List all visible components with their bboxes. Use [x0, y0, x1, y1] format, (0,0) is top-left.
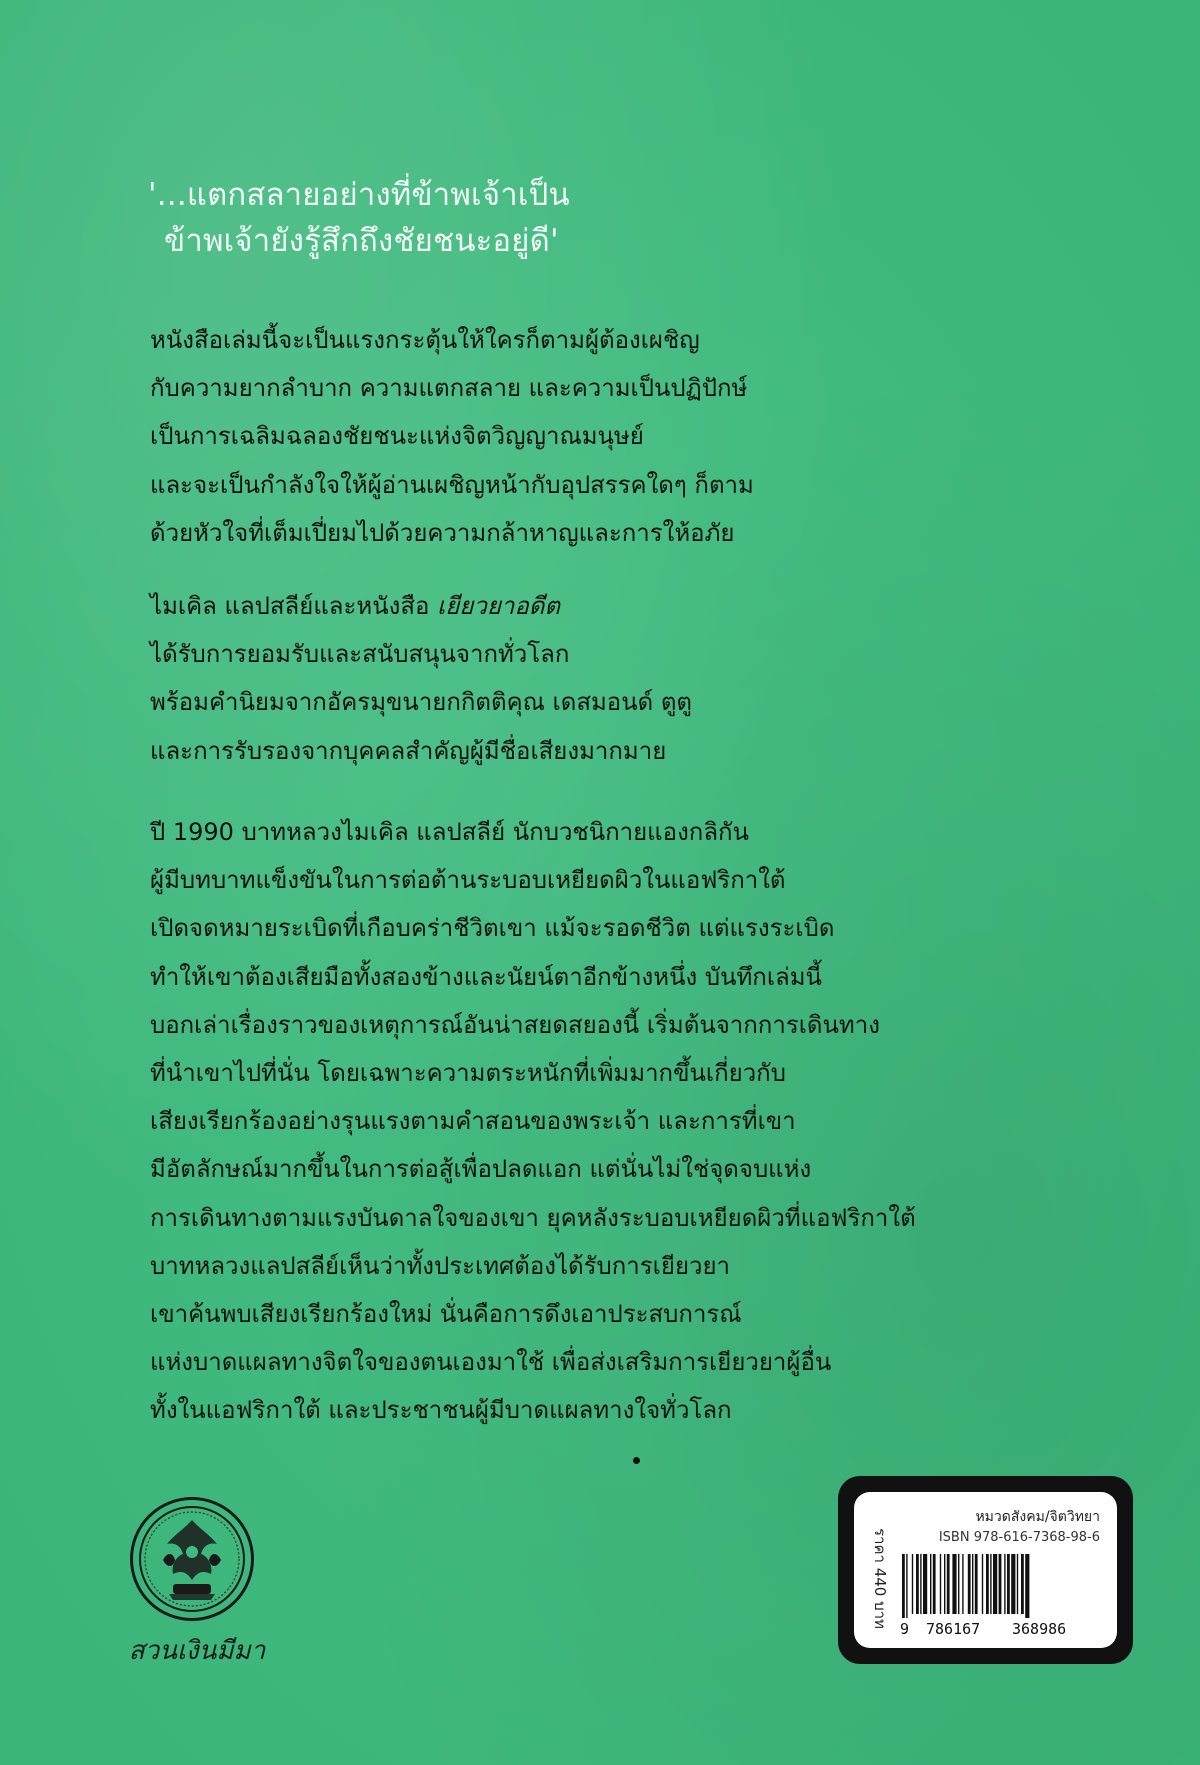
barcode-bar: [962, 1554, 963, 1614]
quote-line-1: '...แตกสลายอย่างที่ข้าพเจ้าเป็น: [148, 177, 570, 213]
paragraph-line: แห่งบาดแผลทางจิตใจของตนเองมาใช้ เพื่อส่งเสริมการเยียวยาผู้อื่น: [150, 1348, 832, 1377]
barcode-bar: [923, 1554, 927, 1614]
barcode-bars: [900, 1554, 1100, 1618]
paragraph-line: และจะเป็นกำลังใจให้ผู้อ่านเผชิญหน้ากับอุปสรรคใดๆ ก็ตาม: [150, 470, 754, 499]
paragraph-line: ทำให้เขาต้องเสียมือทั้งสองข้างและนัยน์ตาอีกข้างหนึ่ง บันทึกเล่มนี้: [150, 962, 822, 991]
barcode-bar: [1021, 1554, 1024, 1614]
barcode-bar: [906, 1554, 907, 1618]
paragraph-line: มีอัตลักษณ์มากขึ้นในการต่อสู้เพื่อปลดแอก แต่นั่นไม่ใช่จุดจบแห่ง: [150, 1155, 812, 1184]
barcode-bar: [916, 1554, 919, 1614]
paragraph-line: หนังสือเล่มนี้จะเป็นแรงกระตุ้นให้ใครก็ตามผู้ต้องเผชิญ: [150, 326, 700, 354]
barcode-bar: [990, 1554, 991, 1614]
book-title: เยียวยาอดีต: [437, 592, 560, 620]
separator-dot: [633, 1457, 640, 1464]
book-category: หมวดสังคม/จิตวิทยา: [975, 1509, 1100, 1525]
barcode-bar: [947, 1554, 950, 1614]
barcode-bar: [1011, 1554, 1015, 1614]
price-label: ราคา 440 บาท: [871, 1527, 889, 1629]
barcode-bar: [958, 1554, 959, 1614]
paragraph-line: [150, 582, 1070, 630]
barcode-digit-first: 9: [900, 1620, 910, 1638]
paragraph-line: ที่นำเขาไปที่นั่น โดยเฉพาะความตระหนักที่เพิ่มมากขึ้นเกี่ยวกับ: [150, 1059, 786, 1088]
paragraph-line: พร้อมคำนิยมจากอัครมุขนายกกิตติคุณ เดสมอนด์ ตูตู: [150, 688, 693, 717]
paragraph-line: เป็นการเฉลิมฉลองชัยชนะแห่งจิตวิญญาณมนุษย์: [150, 422, 644, 451]
paragraph-line: ผู้มีบทบาทแข็งขันในการต่อต้านระบอบเหยียดผิวในแอฟริกาใต้: [150, 866, 786, 895]
paragraph-line: เขาค้นพบเสียงเรียกร้องใหม่ นั่นคือการดึงเอาประสบการณ์: [150, 1300, 742, 1329]
barcode-bar: [972, 1554, 973, 1614]
pull-quote: [148, 172, 848, 264]
barcode-bar: [1007, 1554, 1010, 1614]
barcode-digits-right: 368986: [1012, 1620, 1067, 1638]
barcode-bar: [933, 1554, 936, 1614]
barcode-bar: [940, 1554, 941, 1614]
paragraph-line: ปี 1990 บาทหลวงไมเคิล แลปสลีย์ นักบวชนิกายแองกลิกัน: [150, 818, 749, 846]
paragraph-line: เสียงเรียกร้องอย่างรุนแรงตามคำสอนของพระเจ้า และการที่เขา: [150, 1107, 796, 1136]
barcode-digits-left: 786167: [926, 1620, 981, 1638]
paragraph-line: การเดินทางตามแรงบันดาลใจของเขา ยุคหลังระบอบเหยียดผิวที่แอฟริกาใต้: [150, 1203, 916, 1232]
quote-line-2: ข้าพเจ้ายังรู้สึกถึงชัยชนะอยู่ดี': [164, 223, 559, 259]
barcode-bar: [975, 1554, 978, 1614]
barcode-bar: [912, 1554, 913, 1614]
barcode-bar: [952, 1554, 956, 1614]
barcode-bar: [1017, 1554, 1018, 1614]
barcode-bar: [944, 1554, 945, 1614]
barcode-bar: [982, 1554, 983, 1614]
paragraph-intro: [150, 316, 1070, 557]
barcode-bar: [1025, 1554, 1029, 1618]
paragraph-line: และการรับรองจากบุคคลสำคัญผู้มีชื่อเสียงมากมาย: [150, 736, 667, 765]
paragraph-line: ได้รับการยอมรับและสนับสนุนจากทั่วโลก: [150, 640, 570, 669]
barcode-bar: [1004, 1554, 1005, 1614]
paragraph-line: เปิดจดหมายระเบิดที่เกือบคร่าชีวิตเขา แม้จะรอดชีวิต แต่แรงระเบิด: [150, 914, 835, 943]
paragraph-endorsement: [150, 582, 1070, 775]
isbn-number: ISBN 978-616-7368-98-6: [938, 1530, 1100, 1545]
barcode-label: [854, 1492, 1117, 1648]
paragraph-line: ด้วยหัวใจที่เต็มเปี่ยมไปด้วยความกล้าหาญและการให้อภัย: [150, 518, 735, 547]
barcode-bar: [930, 1554, 931, 1614]
paragraph-line: บาทหลวงแลปสลีย์เห็นว่าทั้งประเทศต้องได้รับการเยียวยา: [150, 1251, 731, 1280]
barcode-bar: [920, 1554, 921, 1614]
barcode-bar: [993, 1554, 997, 1614]
paragraph-line: บอกเล่าเรื่องราวของเหตุการณ์อันน่าสยดสยองนี้ เริ่มต้นจากการเดินทาง: [150, 1010, 880, 1039]
barcode-bar: [902, 1554, 905, 1618]
publisher-name: สวนเงินมีมา: [128, 1636, 266, 1666]
author-and-book-prefix: ไมเคิล แลปสลีย์และหนังสือ: [150, 592, 438, 620]
publisher-seal-icon: [130, 1497, 254, 1621]
paragraph-line: กับความยากลำบาก ความแตกสลาย และความเป็นปฏิปักษ์: [150, 374, 748, 403]
barcode-bar: [999, 1554, 1002, 1614]
barcode-bar: [968, 1554, 971, 1614]
barcode-sticker: [838, 1476, 1133, 1664]
barcode-bar: [986, 1554, 989, 1614]
paragraph-synopsis: [150, 808, 1070, 1435]
paragraph-line: ทั้งในแอฟริกาใต้ และประชาชนผู้มีบาดแผลทางใจทั่วโลก: [150, 1396, 732, 1425]
